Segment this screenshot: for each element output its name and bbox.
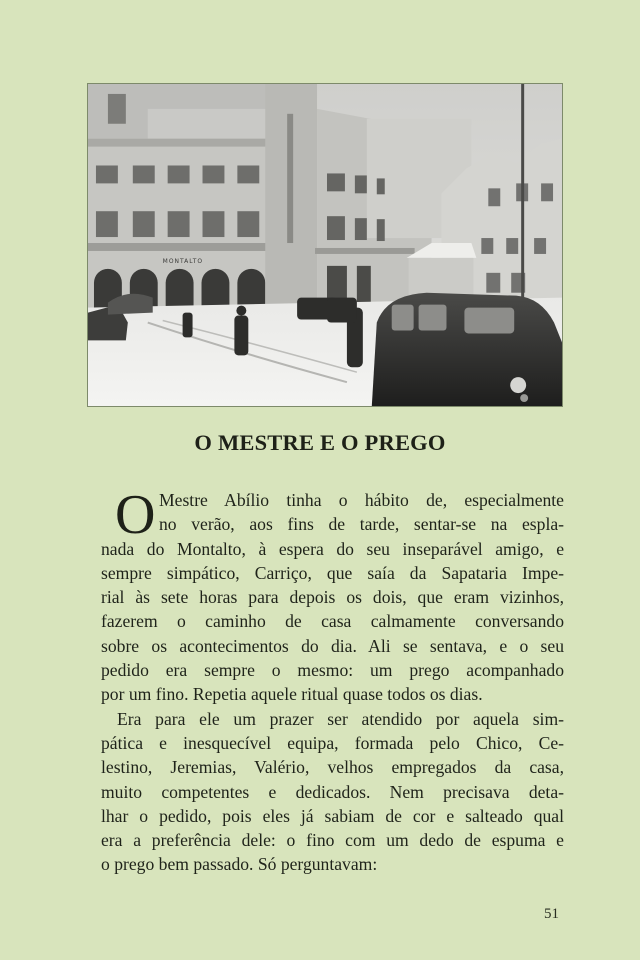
- montalto-sign: MONTALTO: [162, 257, 204, 265]
- text-line: lestino, Jeremias, Valério, velhos empregados da casa,: [101, 757, 564, 778]
- text-line: por um fino. Repetia aquele ritual quase todos os dias.: [101, 684, 483, 705]
- photo-illustration: [88, 84, 562, 406]
- text-line: muito competentes e dedicados. Nem precisava deta-: [101, 781, 564, 802]
- paragraph-1: [101, 484, 564, 707]
- text-line: no verão, aos fins de tarde, sentar-se na espla-: [159, 514, 564, 535]
- text-line: fazerem o caminho de casa calmamente conversando: [101, 611, 564, 632]
- text-line: pática e inesquecível equipa, formada pelo Chico, Ce-: [101, 732, 564, 753]
- text-line: lhar o pedido, pois eles já sabiam de cor e salteado qual: [101, 805, 564, 826]
- text-line: Mestre Abílio tinha o hábito de, especialmente: [159, 490, 564, 510]
- chapter-title: O MESTRE E O PREGO: [194, 430, 446, 455]
- text-line: nada do Montalto, à espera do seu inseparável amigo, e: [101, 538, 564, 559]
- paragraph-2: [101, 707, 564, 877]
- text-line: Era para ele um prazer ser atendido por aquela sim-: [117, 708, 564, 729]
- chapter-body: [101, 484, 564, 877]
- text-line: sobre os acontecimentos do dia. Ali se sentava, e o seu: [101, 635, 564, 656]
- text-line: pedido era sempre o mesmo: um prego acompanhado: [101, 660, 564, 681]
- text-line: sempre simpático, Carriço, que saía da Sapataria Impe-: [101, 562, 564, 583]
- text-line: o prego bem passado. Só perguntavam:: [101, 854, 378, 875]
- drop-cap: O: [115, 484, 156, 546]
- historic-photo: [87, 83, 563, 407]
- text-line: rial às sete horas para depois os dois, que eram vizinhos,: [101, 587, 564, 608]
- page-number: 51: [544, 906, 559, 922]
- text-line: era a preferência dele: o fino com um dedo de espuma e: [101, 830, 564, 851]
